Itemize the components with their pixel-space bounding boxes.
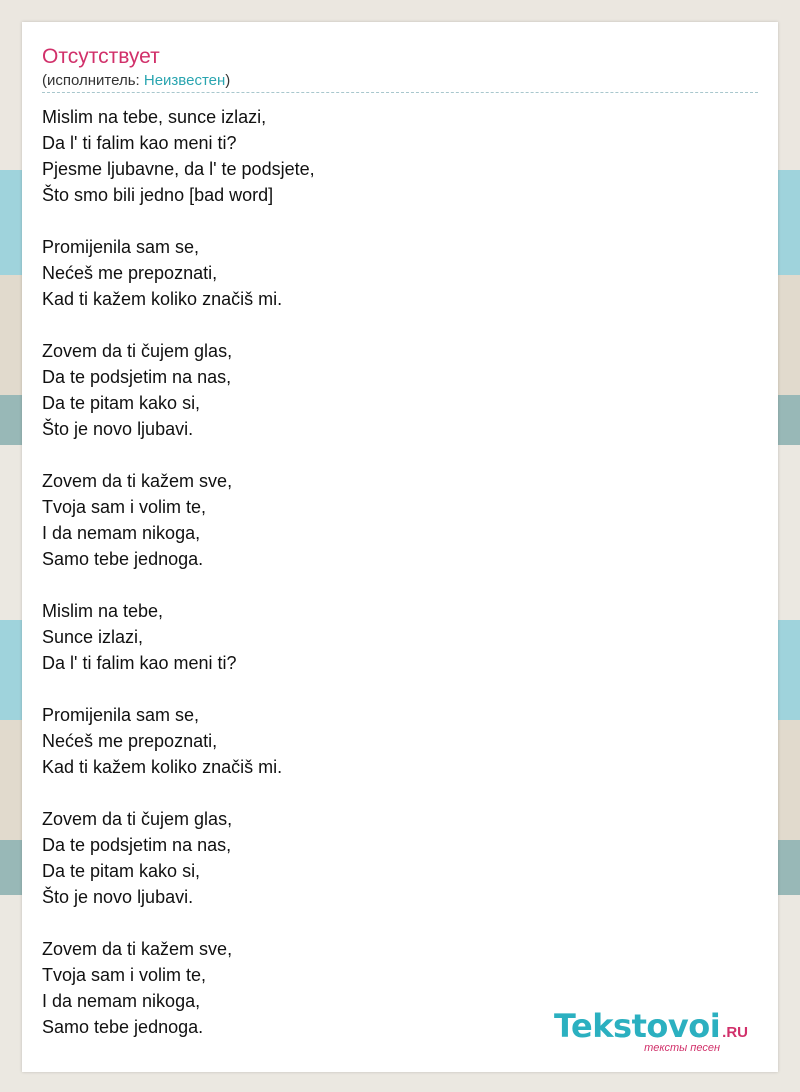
lyrics-line: Da te podsjetim na nas, <box>42 367 232 387</box>
logo-tagline: тексты песен <box>644 1042 720 1054</box>
lyrics-line: Samo tebe jednoga. <box>42 549 204 569</box>
lyrics-line: Zovem da ti kažem sve, <box>42 939 233 959</box>
lyrics-line: Što je novo ljubavi. <box>42 419 194 439</box>
lyrics-line: Pjesme ljubavne, da l' te podsjete, <box>42 159 315 179</box>
lyrics-line: Da l' ti falim kao meni ti? <box>42 133 237 153</box>
lyrics-line: Nećeš me prepoznati, <box>42 731 218 751</box>
song-title: Отсутствует <box>42 45 160 68</box>
lyrics-line: Da te podsjetim na nas, <box>42 835 232 855</box>
lyrics-line: Da l' ti falim kao meni ti? <box>42 653 237 673</box>
lyrics-stanza <box>42 598 752 676</box>
lyrics-line: Nećeš me prepoznati, <box>42 263 218 283</box>
meta-prefix: (исполнитель: <box>42 72 144 89</box>
lyrics-line: Tvoja sam i volim te, <box>42 965 207 985</box>
lyrics-line: Da te pitam kako si, <box>42 861 201 881</box>
lyrics-line: Kad ti kažem koliko značiš mi. <box>42 757 283 777</box>
lyrics-stanza <box>42 702 752 780</box>
logo-wordmark: Tekstovoi <box>553 1007 721 1045</box>
lyrics-line: Zovem da ti kažem sve, <box>42 471 233 491</box>
site-logo[interactable] <box>553 1007 748 1054</box>
lyrics-stanza <box>42 104 752 208</box>
header-divider <box>42 92 758 93</box>
lyrics-line: Što je novo ljubavi. <box>42 887 194 907</box>
lyrics-stanza <box>42 806 752 910</box>
lyrics-line: Zovem da ti čujem glas, <box>42 809 233 829</box>
logo-tld: .RU <box>722 1024 748 1041</box>
lyrics-line: Tvoja sam i volim te, <box>42 497 207 517</box>
lyrics-body <box>42 104 752 1066</box>
lyrics-stanza <box>42 468 752 572</box>
lyrics-line: Što smo bili jedno [bad word] <box>42 185 274 205</box>
lyrics-line: I da nemam nikoga, <box>42 523 201 543</box>
lyrics-stanza <box>42 338 752 442</box>
song-meta <box>42 72 230 90</box>
lyrics-line: Samo tebe jednoga. <box>42 1017 204 1037</box>
lyrics-line: Mislim na tebe, <box>42 601 164 621</box>
lyrics-line: Promijenila sam se, <box>42 705 200 725</box>
lyrics-line: Da te pitam kako si, <box>42 393 201 413</box>
lyrics-line: Mislim na tebe, sunce izlazi, <box>42 107 267 127</box>
lyrics-card <box>22 22 778 1072</box>
lyrics-line: Promijenila sam se, <box>42 237 200 257</box>
lyrics-line: Sunce izlazi, <box>42 627 144 647</box>
lyrics-line: Zovem da ti čujem glas, <box>42 341 233 361</box>
lyrics-stanza <box>42 234 752 312</box>
artist-link[interactable]: Неизвестен <box>143 72 226 89</box>
lyrics-line: I da nemam nikoga, <box>42 991 201 1011</box>
lyrics-line: Kad ti kažem koliko značiš mi. <box>42 289 283 309</box>
meta-suffix: ) <box>225 72 231 89</box>
